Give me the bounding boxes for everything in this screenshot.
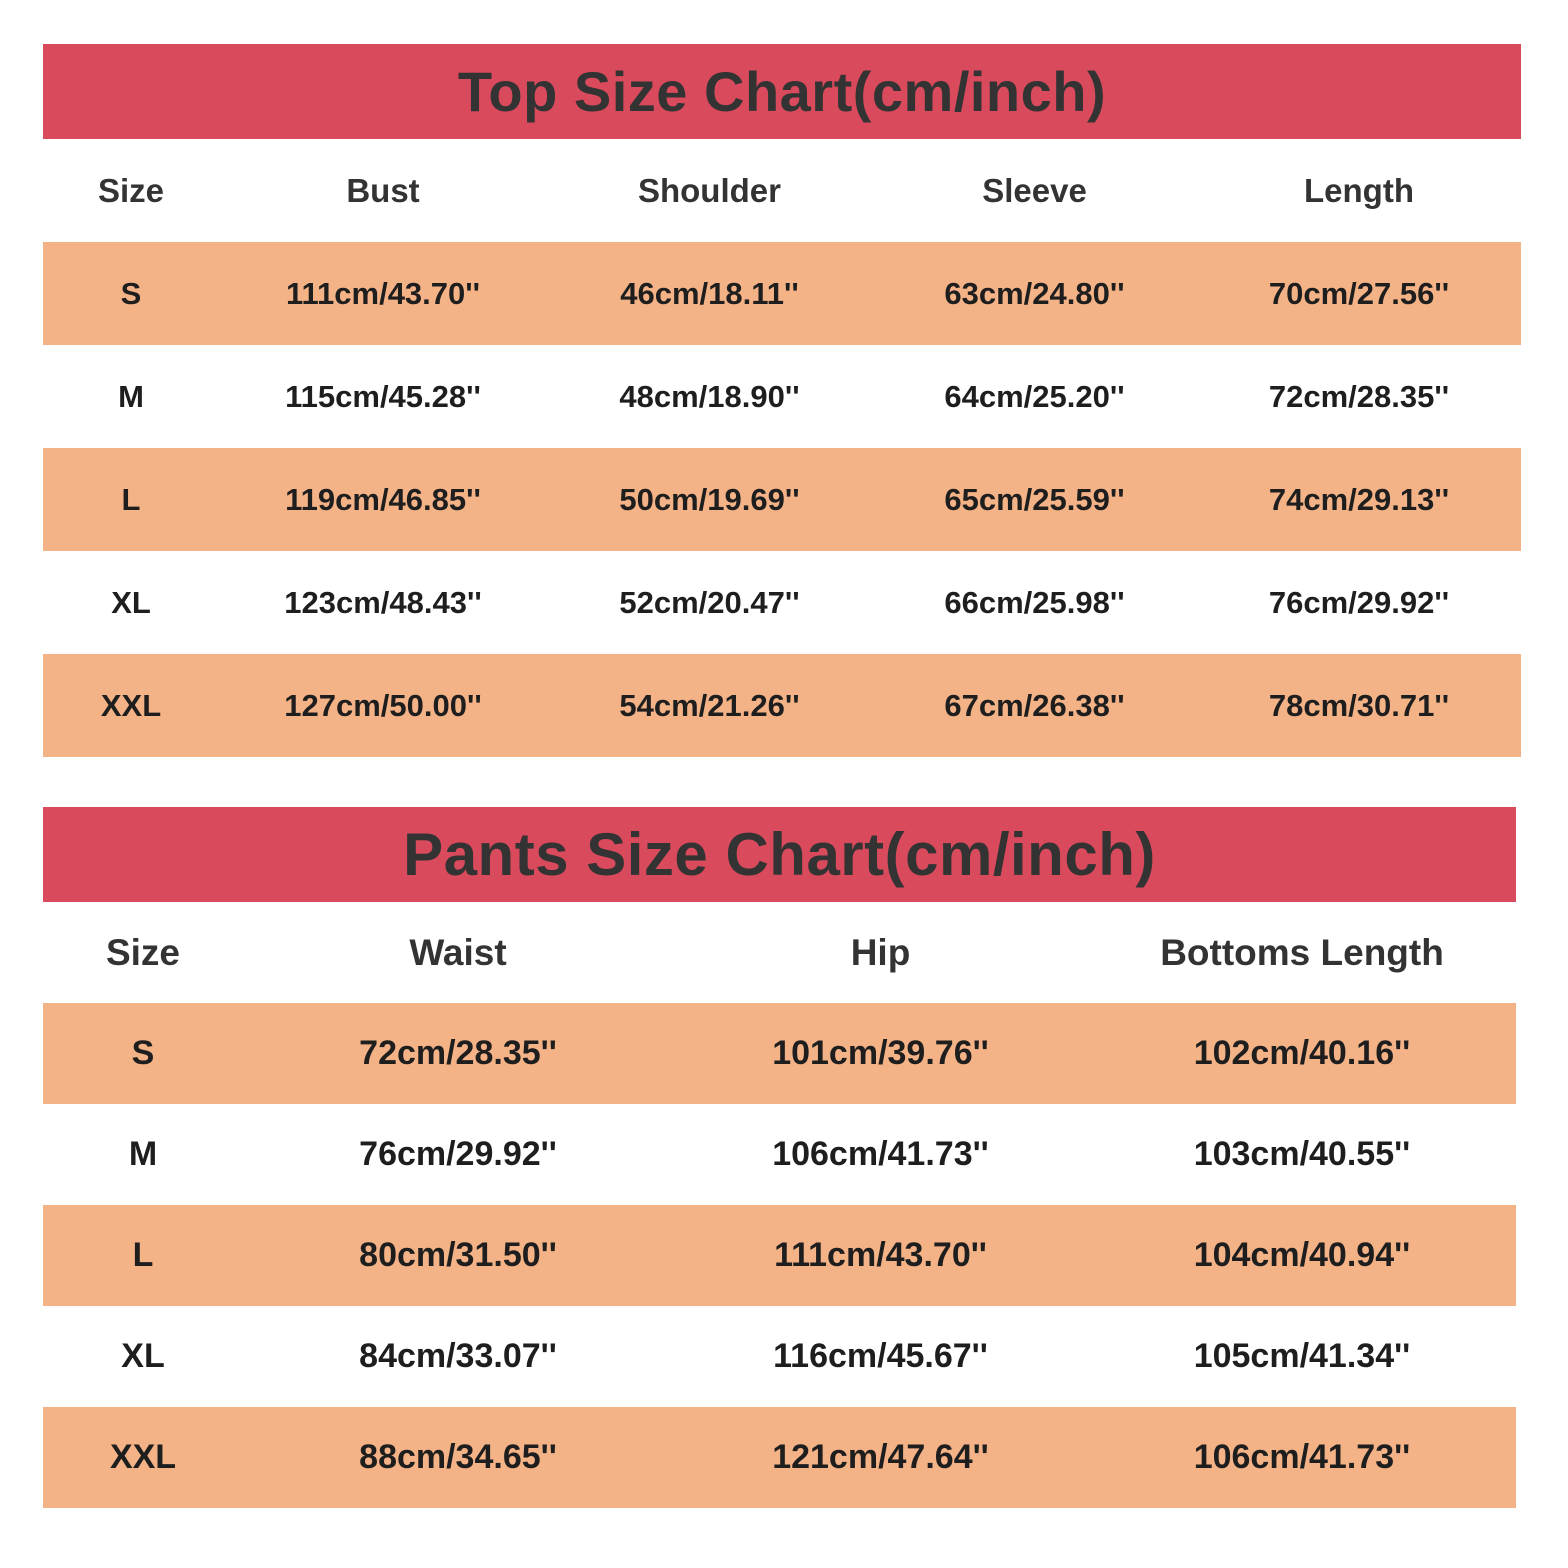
size-cell: S [120, 275, 142, 311]
header-size: Size [97, 171, 165, 209]
hip-cell: 101cm/39.76'' [772, 1034, 989, 1072]
length-cell: 76cm/29.92'' [1268, 584, 1450, 620]
header-size: Size [105, 931, 181, 973]
table-row [43, 1003, 1516, 1104]
table-row [43, 1104, 1516, 1205]
table-row [43, 1407, 1516, 1508]
bottoms-length-cell: 104cm/40.94'' [1193, 1236, 1411, 1274]
table-row [43, 242, 1521, 345]
size-cell: L [121, 481, 141, 517]
table-row [43, 654, 1521, 757]
sleeve-cell: 67cm/26.38'' [944, 687, 1125, 723]
size-cell: XXL [100, 687, 162, 723]
length-cell: 70cm/27.56'' [1268, 275, 1450, 311]
pants-size-chart [43, 807, 1516, 1508]
bust-cell: 111cm/43.70'' [285, 275, 481, 311]
table-row [43, 448, 1521, 551]
top-size-chart [43, 44, 1521, 757]
header-bottoms-length: Bottoms Length [1160, 931, 1444, 973]
size-cell: S [131, 1034, 155, 1072]
bottoms-length-cell: 106cm/41.73'' [1193, 1438, 1411, 1476]
pants-chart-banner [43, 807, 1516, 902]
bottoms-length-cell: 102cm/40.16'' [1193, 1034, 1411, 1072]
sleeve-cell: 64cm/25.20'' [944, 378, 1125, 414]
waist-cell: 76cm/29.92'' [359, 1135, 557, 1173]
top-chart-title: Top Size Chart(cm/inch) [457, 60, 1107, 123]
table-row [43, 1306, 1516, 1407]
waist-cell: 84cm/33.07'' [359, 1337, 557, 1375]
length-cell: 74cm/29.13'' [1268, 481, 1450, 517]
table-row [43, 551, 1521, 654]
top-chart-header-row [43, 139, 1521, 242]
sleeve-cell: 63cm/24.80'' [944, 275, 1125, 311]
shoulder-cell: 46cm/18.11'' [620, 275, 799, 311]
hip-cell: 111cm/43.70'' [774, 1236, 987, 1274]
size-cell: XL [111, 584, 151, 620]
table-row [43, 1205, 1516, 1306]
bust-cell: 127cm/50.00'' [284, 687, 482, 723]
hip-cell: 121cm/47.64'' [772, 1438, 989, 1476]
hip-cell: 106cm/41.73'' [772, 1135, 989, 1173]
header-hip: Hip [850, 931, 911, 973]
pants-chart-title: Pants Size Chart(cm/inch) [403, 821, 1156, 888]
size-cell: L [132, 1236, 154, 1274]
shoulder-cell: 52cm/20.47'' [619, 584, 800, 620]
sleeve-cell: 66cm/25.98'' [944, 584, 1125, 620]
sleeve-cell: 65cm/25.59'' [944, 481, 1125, 517]
header-length: Length [1304, 171, 1414, 209]
bottoms-length-cell: 103cm/40.55'' [1193, 1135, 1411, 1173]
header-sleeve: Sleeve [982, 171, 1087, 209]
bust-cell: 123cm/48.43'' [284, 584, 482, 620]
waist-cell: 72cm/28.35'' [359, 1034, 557, 1072]
header-bust: Bust [346, 171, 420, 209]
shoulder-cell: 54cm/21.26'' [619, 687, 800, 723]
table-row [43, 345, 1521, 448]
bust-cell: 115cm/45.28'' [285, 378, 481, 414]
size-cell: M [118, 378, 144, 414]
waist-cell: 80cm/31.50'' [359, 1236, 557, 1274]
header-waist: Waist [409, 931, 507, 973]
size-cell: XXL [109, 1438, 177, 1476]
waist-cell: 88cm/34.65'' [359, 1438, 557, 1476]
pants-chart-header-row [43, 902, 1516, 1003]
length-cell: 78cm/30.71'' [1268, 687, 1450, 723]
bottoms-length-cell: 105cm/41.34'' [1193, 1337, 1411, 1375]
shoulder-cell: 48cm/18.90'' [619, 378, 800, 414]
length-cell: 72cm/28.35'' [1268, 378, 1450, 414]
shoulder-cell: 50cm/19.69'' [619, 481, 800, 517]
bust-cell: 119cm/46.85'' [285, 481, 481, 517]
top-chart-banner [43, 44, 1521, 139]
header-shoulder: Shoulder [637, 171, 781, 209]
hip-cell: 116cm/45.67'' [773, 1337, 988, 1375]
size-cell: M [128, 1135, 158, 1173]
size-cell: XL [121, 1337, 165, 1375]
